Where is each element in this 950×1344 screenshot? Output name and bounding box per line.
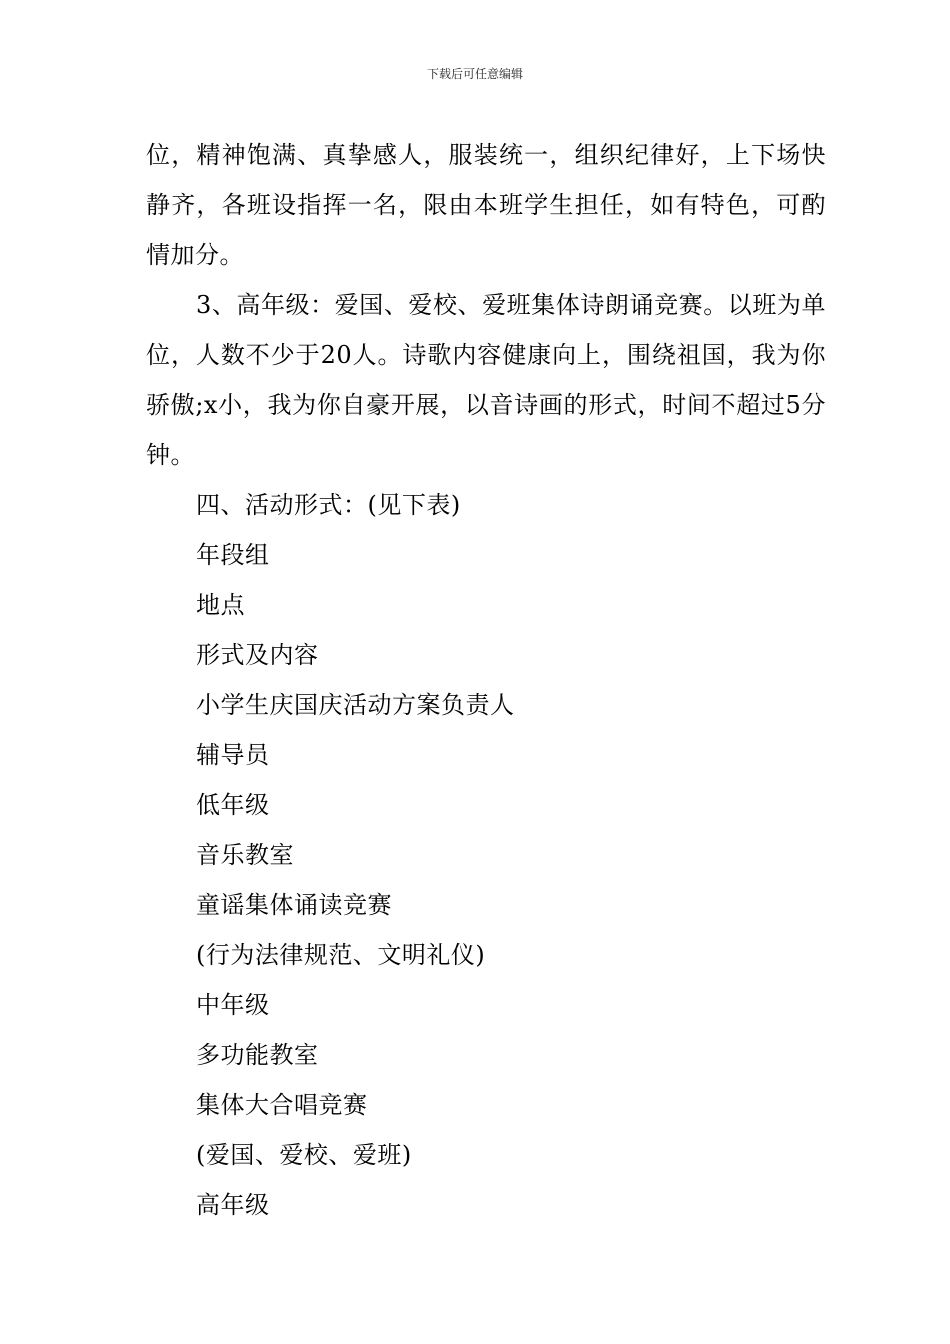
table-line-chorus-competition: 集体大合唱竞赛: [196, 1091, 368, 1119]
table-line-multifunction-room: 多功能教室: [196, 1041, 319, 1069]
table-line-person-in-charge: 小学生庆国庆活动方案负责人: [196, 691, 515, 719]
table-line-music-room: 音乐教室: [196, 841, 294, 869]
section-heading-activity-format: 四、活动形式：(见下表): [196, 491, 461, 519]
table-line-rhyme-recitation: 童谣集体诵读竞赛: [196, 891, 392, 919]
paragraph-continued: 位，精神饱满、真挚感人，服装统一，组织纪律好，上下场快静齐，各班设指挥一名，限由本班学生担任，如有特色，可酌情加分。: [146, 141, 826, 269]
page-header-note: 下载后可任意编辑: [426, 67, 523, 81]
table-line-senior-grade: 高年级: [196, 1191, 270, 1219]
document-body: [146, 130, 826, 1230]
table-line-grade-group: 年段组: [196, 541, 270, 569]
table-line-counselor: 辅导员: [196, 741, 270, 769]
table-line-middle-grade: 中年级: [196, 991, 270, 1019]
table-line-format-content: 形式及内容: [196, 641, 319, 669]
table-line-patriotic-theme: (爱国、爱校、爱班): [196, 1141, 412, 1169]
paragraph-senior-grade: 3、高年级：爱国、爱校、爱班集体诗朗诵竞赛。以班为单位，人数不少于20人。诗歌内容健康向上，围绕祖国，我为你骄傲;x小，我为你自豪开展，以音诗画的形式，时间不超过5分钟。: [146, 291, 826, 469]
table-line-behavior-etiquette: (行为法律规范、文明礼仪): [196, 941, 486, 969]
table-line-location: 地点: [196, 591, 245, 619]
table-line-junior-grade: 低年级: [196, 791, 270, 819]
